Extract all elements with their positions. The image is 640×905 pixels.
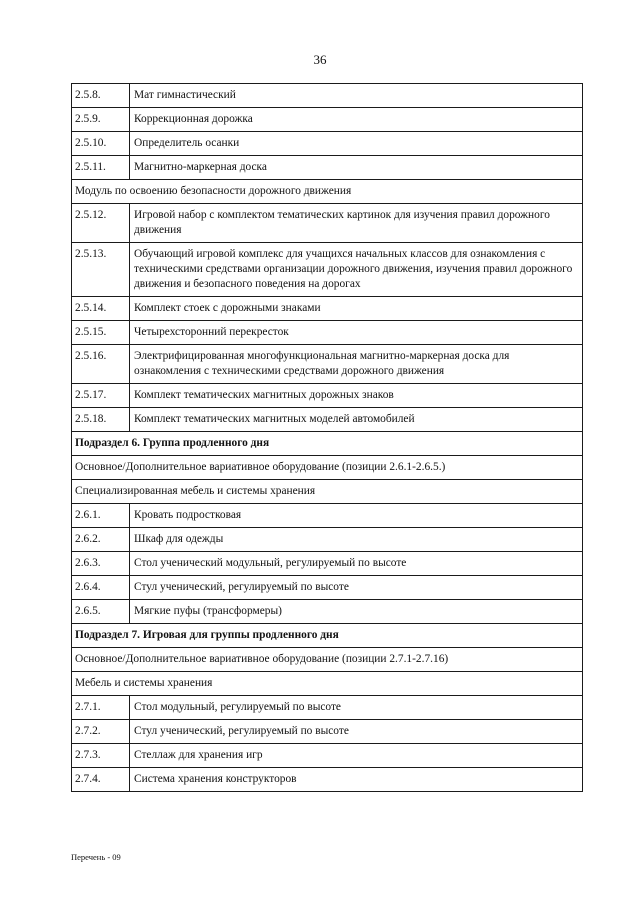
page-number: 36 [313,52,327,67]
item-code: 2.5.9. [72,108,130,132]
table-row [72,552,583,576]
item-code: 2.5.16. [72,345,130,384]
group-title: Мебель и системы хранения [72,672,583,696]
item-name: Комплект стоек с дорожными знаками [130,297,583,321]
table-row [72,720,583,744]
table-row [72,345,583,384]
item-name: Мягкие пуфы (трансформеры) [130,600,583,624]
section-header-row [72,432,583,456]
table-row [72,744,583,768]
table-row [72,204,583,243]
equipment-table [71,83,583,792]
group-header-row [72,456,583,480]
item-code: 2.7.2. [72,720,130,744]
table-row [72,528,583,552]
table-row [72,504,583,528]
item-name: Стул ученический, регулируемый по высоте [130,720,583,744]
item-code: 2.5.18. [72,408,130,432]
item-name: Комплект тематических магнитных дорожных знаков [130,384,583,408]
table-row [72,321,583,345]
table-row [72,84,583,108]
item-name: Магнитно-маркерная доска [130,156,583,180]
item-code: 2.6.1. [72,504,130,528]
item-code: 2.5.11. [72,156,130,180]
table-row [72,768,583,792]
group-header-row [72,180,583,204]
group-title: Модуль по освоению безопасности дорожного движения [72,180,583,204]
item-code: 2.6.4. [72,576,130,600]
item-code: 2.5.12. [72,204,130,243]
section-title: Подраздел 6. Группа продленного дня [72,432,583,456]
item-name: Кровать подростковая [130,504,583,528]
item-name: Стул ученический, регулируемый по высоте [130,576,583,600]
item-name: Определитель осанки [130,132,583,156]
group-header-row [72,672,583,696]
item-code: 2.6.5. [72,600,130,624]
table-row [72,576,583,600]
item-name: Система хранения конструкторов [130,768,583,792]
item-code: 2.5.15. [72,321,130,345]
item-name: Четырехсторонний перекресток [130,321,583,345]
group-title: Основное/Дополнительное вариативное оборудование (позиции 2.7.1-2.7.16) [72,648,583,672]
table-row [72,132,583,156]
item-name: Мат гимнастический [130,84,583,108]
table-row [72,243,583,297]
group-title: Основное/Дополнительное вариативное оборудование (позиции 2.6.1-2.6.5.) [72,456,583,480]
item-name: Комплект тематических магнитных моделей автомобилей [130,408,583,432]
equipment-table-body [72,84,583,792]
table-row [72,696,583,720]
table-row [72,156,583,180]
item-code: 2.5.17. [72,384,130,408]
group-header-row [72,480,583,504]
item-code: 2.7.3. [72,744,130,768]
group-title: Специализированная мебель и системы хранения [72,480,583,504]
item-name: Электрифицированная многофункциональная магнитно-маркерная доска для ознакомления с техническими средствами дорожного движения [130,345,583,384]
table-row [72,108,583,132]
item-code: 2.7.1. [72,696,130,720]
table-row [72,600,583,624]
item-name: Обучающий игровой комплекс для учащихся начальных классов для ознакомления с техническими средствами организации дорожного движения, изучения правил дорожного движения и безопасного поведения на дорогах [130,243,583,297]
table-row [72,384,583,408]
item-code: 2.5.13. [72,243,130,297]
item-name: Стол ученический модульный, регулируемый по высоте [130,552,583,576]
item-code: 2.5.8. [72,84,130,108]
item-code: 2.5.10. [72,132,130,156]
group-header-row [72,648,583,672]
item-code: 2.6.3. [72,552,130,576]
item-name: Игровой набор с комплектом тематических картинок для изучения правил дорожного движения [130,204,583,243]
footer-label: Перечень - 09 [71,852,121,862]
section-title: Подраздел 7. Игровая для группы продленного дня [72,624,583,648]
item-name: Коррекционная дорожка [130,108,583,132]
item-code: 2.5.14. [72,297,130,321]
item-name: Стол модульный, регулируемый по высоте [130,696,583,720]
item-name: Стеллаж для хранения игр [130,744,583,768]
section-header-row [72,624,583,648]
item-code: 2.7.4. [72,768,130,792]
item-name: Шкаф для одежды [130,528,583,552]
table-row [72,297,583,321]
item-code: 2.6.2. [72,528,130,552]
table-row [72,408,583,432]
